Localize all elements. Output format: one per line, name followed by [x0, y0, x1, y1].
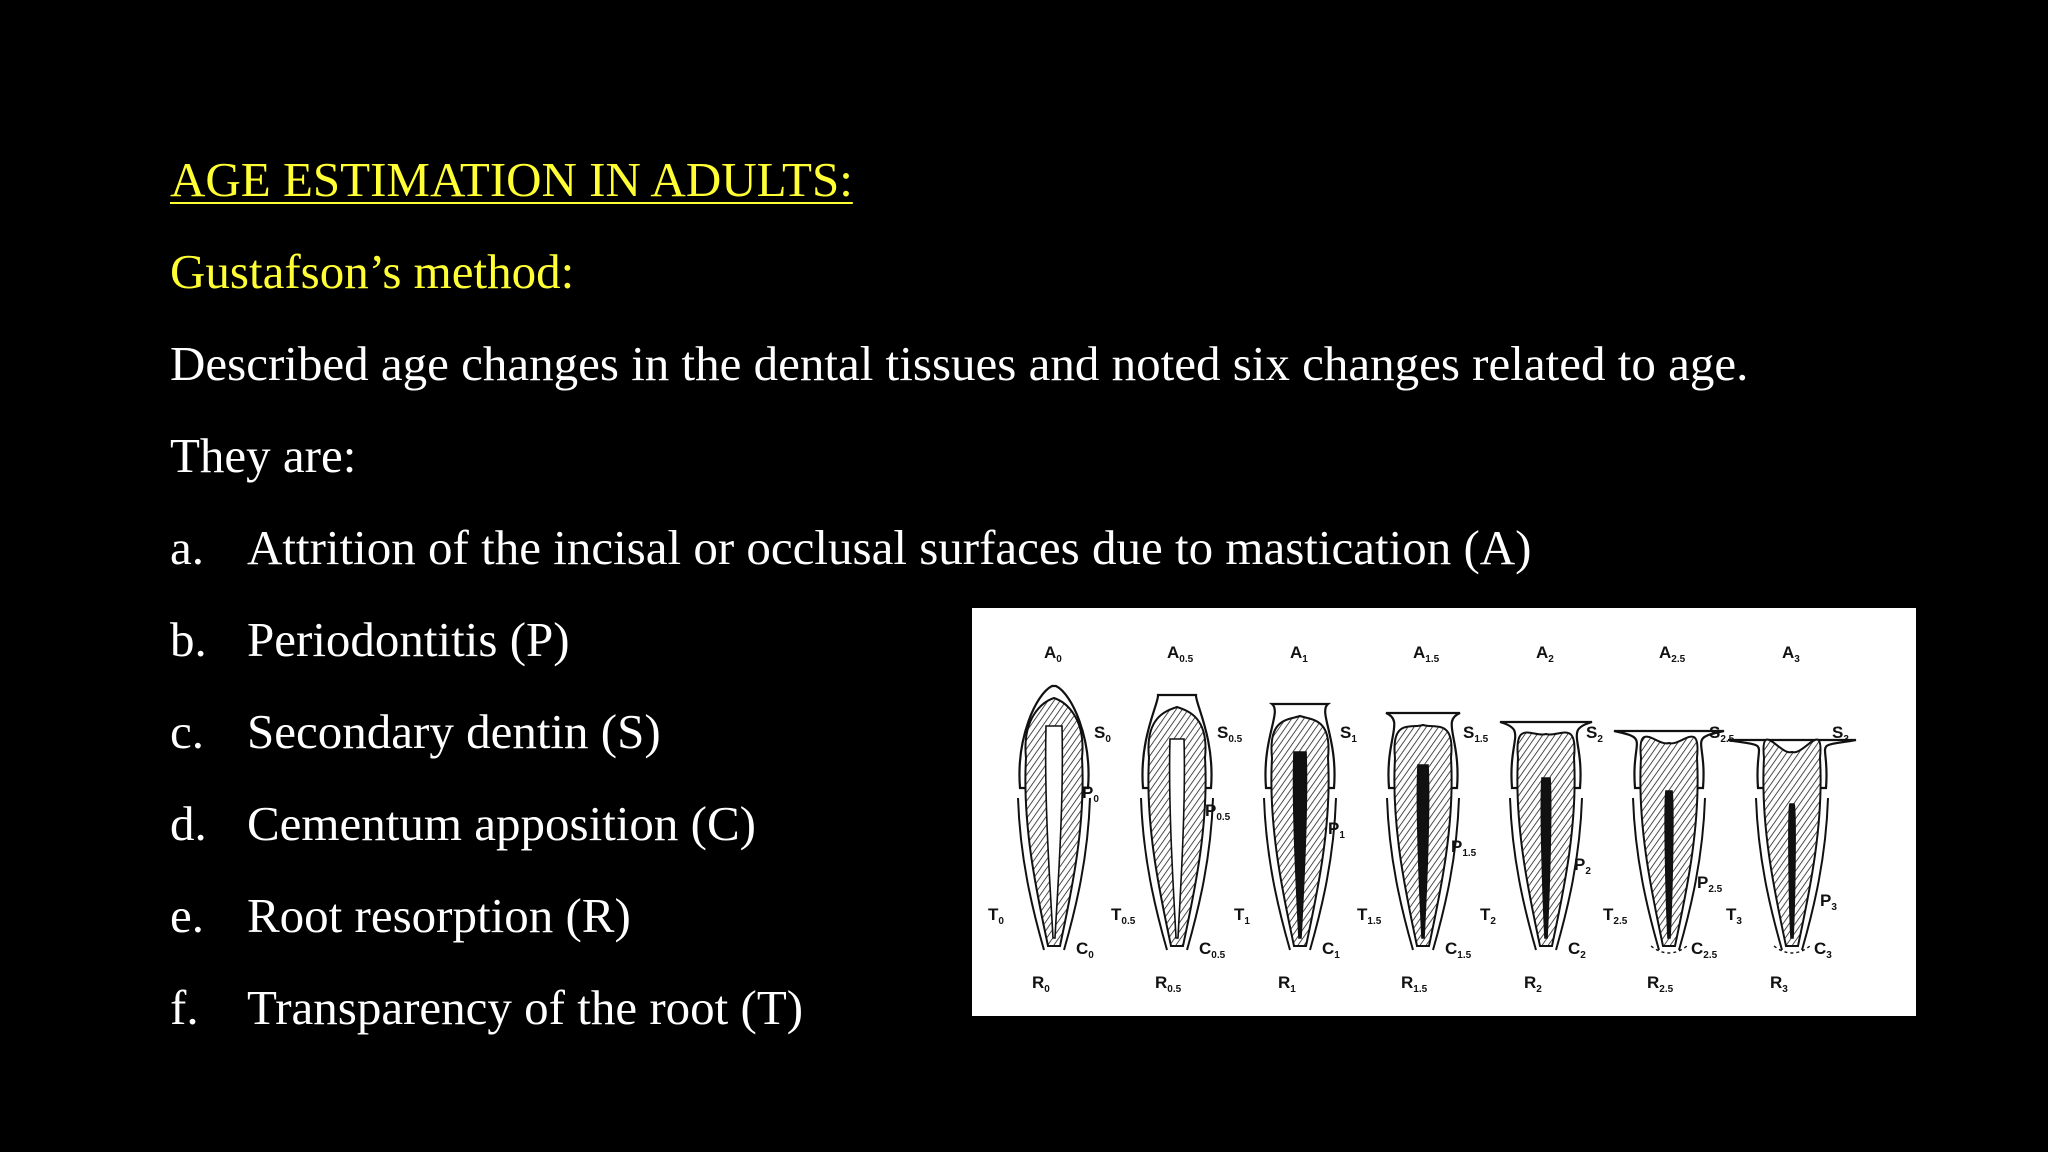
list-item [170, 702, 661, 762]
label-resorption: $R_3$ [1770, 973, 1788, 995]
list-marker: e. [170, 888, 204, 943]
tooth-pulp [1665, 791, 1673, 938]
label-transparency: $T_{0.5}$ [1111, 905, 1136, 927]
label-periodontitis: $P_2$ [1574, 855, 1591, 877]
tooth-resorption [1774, 946, 1810, 953]
label-resorption: $R_{1.5}$ [1401, 973, 1428, 995]
label-attrition: $A_2$ [1536, 643, 1554, 665]
label-secondary-dentin: $S_0$ [1094, 723, 1111, 745]
label-attrition: $A_3$ [1782, 643, 1800, 665]
label-attrition: $A_{0.5}$ [1167, 643, 1194, 665]
slide-subtitle: Gustafson’s method: [170, 244, 575, 299]
tooth-diagram-figure [972, 608, 1916, 1016]
label-secondary-dentin: $S_3$ [1832, 723, 1849, 745]
list-item-text: Cementum apposition (C) [247, 796, 756, 851]
tooth-stage [1111, 643, 1243, 995]
label-transparency: $T_3$ [1726, 905, 1742, 927]
label-resorption: $R_2$ [1524, 973, 1542, 995]
slide-title: AGE ESTIMATION IN ADULTS: [170, 152, 853, 207]
list-marker: f. [170, 980, 199, 1035]
list-item [170, 794, 756, 854]
list-item [170, 610, 570, 670]
tooth-stage [1603, 643, 1735, 995]
label-transparency: $T_{1.5}$ [1357, 905, 1382, 927]
label-periodontitis: $P_0$ [1082, 783, 1099, 805]
label-resorption: $R_0$ [1032, 973, 1050, 995]
tooth-stage [1480, 643, 1603, 995]
label-cementum: $C_2$ [1568, 939, 1586, 961]
label-periodontitis: $P_1$ [1328, 819, 1345, 841]
label-periodontitis: $P_3$ [1820, 891, 1837, 913]
list-item-text: Transparency of the root (T) [247, 980, 804, 1035]
label-secondary-dentin: $S_{0.5}$ [1217, 723, 1243, 745]
tooth-stage [1726, 643, 1856, 995]
intro-text: They are: [170, 428, 357, 483]
label-cementum: $C_{1.5}$ [1445, 939, 1472, 961]
list-item [170, 978, 803, 1038]
label-resorption: $R_1$ [1278, 973, 1296, 995]
tooth-stage [988, 643, 1111, 995]
label-transparency: $T_0$ [988, 905, 1004, 927]
label-secondary-dentin: $S_{2.5}$ [1709, 723, 1735, 745]
label-secondary-dentin: $S_1$ [1340, 723, 1357, 745]
label-attrition: $A_{1.5}$ [1413, 643, 1440, 665]
tooth-pulp [1789, 804, 1795, 938]
list-item [170, 886, 631, 946]
label-transparency: $T_2$ [1480, 905, 1496, 927]
tooth-stage [1234, 643, 1357, 995]
label-cementum: $C_3$ [1814, 939, 1832, 961]
label-periodontitis: $P_{0.5}$ [1205, 801, 1231, 823]
label-attrition: $A_1$ [1290, 643, 1308, 665]
list-marker: b. [170, 612, 207, 667]
label-cementum: $C_{0.5}$ [1199, 939, 1226, 961]
list-marker: c. [170, 704, 204, 759]
tooth-diagram [972, 608, 1916, 1016]
label-cementum: $C_0$ [1076, 939, 1094, 961]
label-periodontitis: $P_{1.5}$ [1451, 837, 1477, 859]
list-marker: a. [170, 520, 204, 575]
description-text: Described age changes in the dental tissues and noted six changes related to age. [170, 336, 1749, 391]
label-attrition: $A_{2.5}$ [1659, 643, 1686, 665]
label-secondary-dentin: $S_2$ [1586, 723, 1603, 745]
tooth-stage [1357, 643, 1489, 995]
label-periodontitis: $P_{2.5}$ [1697, 873, 1723, 895]
label-resorption: $R_{2.5}$ [1647, 973, 1674, 995]
list-item [170, 518, 1532, 578]
list-item-text: Secondary dentin (S) [247, 704, 661, 759]
list-marker: d. [170, 796, 207, 851]
list-item-text: Periodontitis (P) [247, 612, 570, 667]
tooth-resorption [1651, 946, 1687, 953]
label-cementum: $C_1$ [1322, 939, 1340, 961]
label-secondary-dentin: $S_{1.5}$ [1463, 723, 1489, 745]
list-item-text: Root resorption (R) [247, 888, 631, 943]
label-resorption: $R_{0.5}$ [1155, 973, 1182, 995]
label-cementum: $C_{2.5}$ [1691, 939, 1718, 961]
label-transparency: $T_1$ [1234, 905, 1250, 927]
label-attrition: $A_0$ [1044, 643, 1062, 665]
label-transparency: $T_{2.5}$ [1603, 905, 1628, 927]
list-item-text: Attrition of the incisal or occlusal surfaces due to mastication (A) [247, 520, 1532, 575]
